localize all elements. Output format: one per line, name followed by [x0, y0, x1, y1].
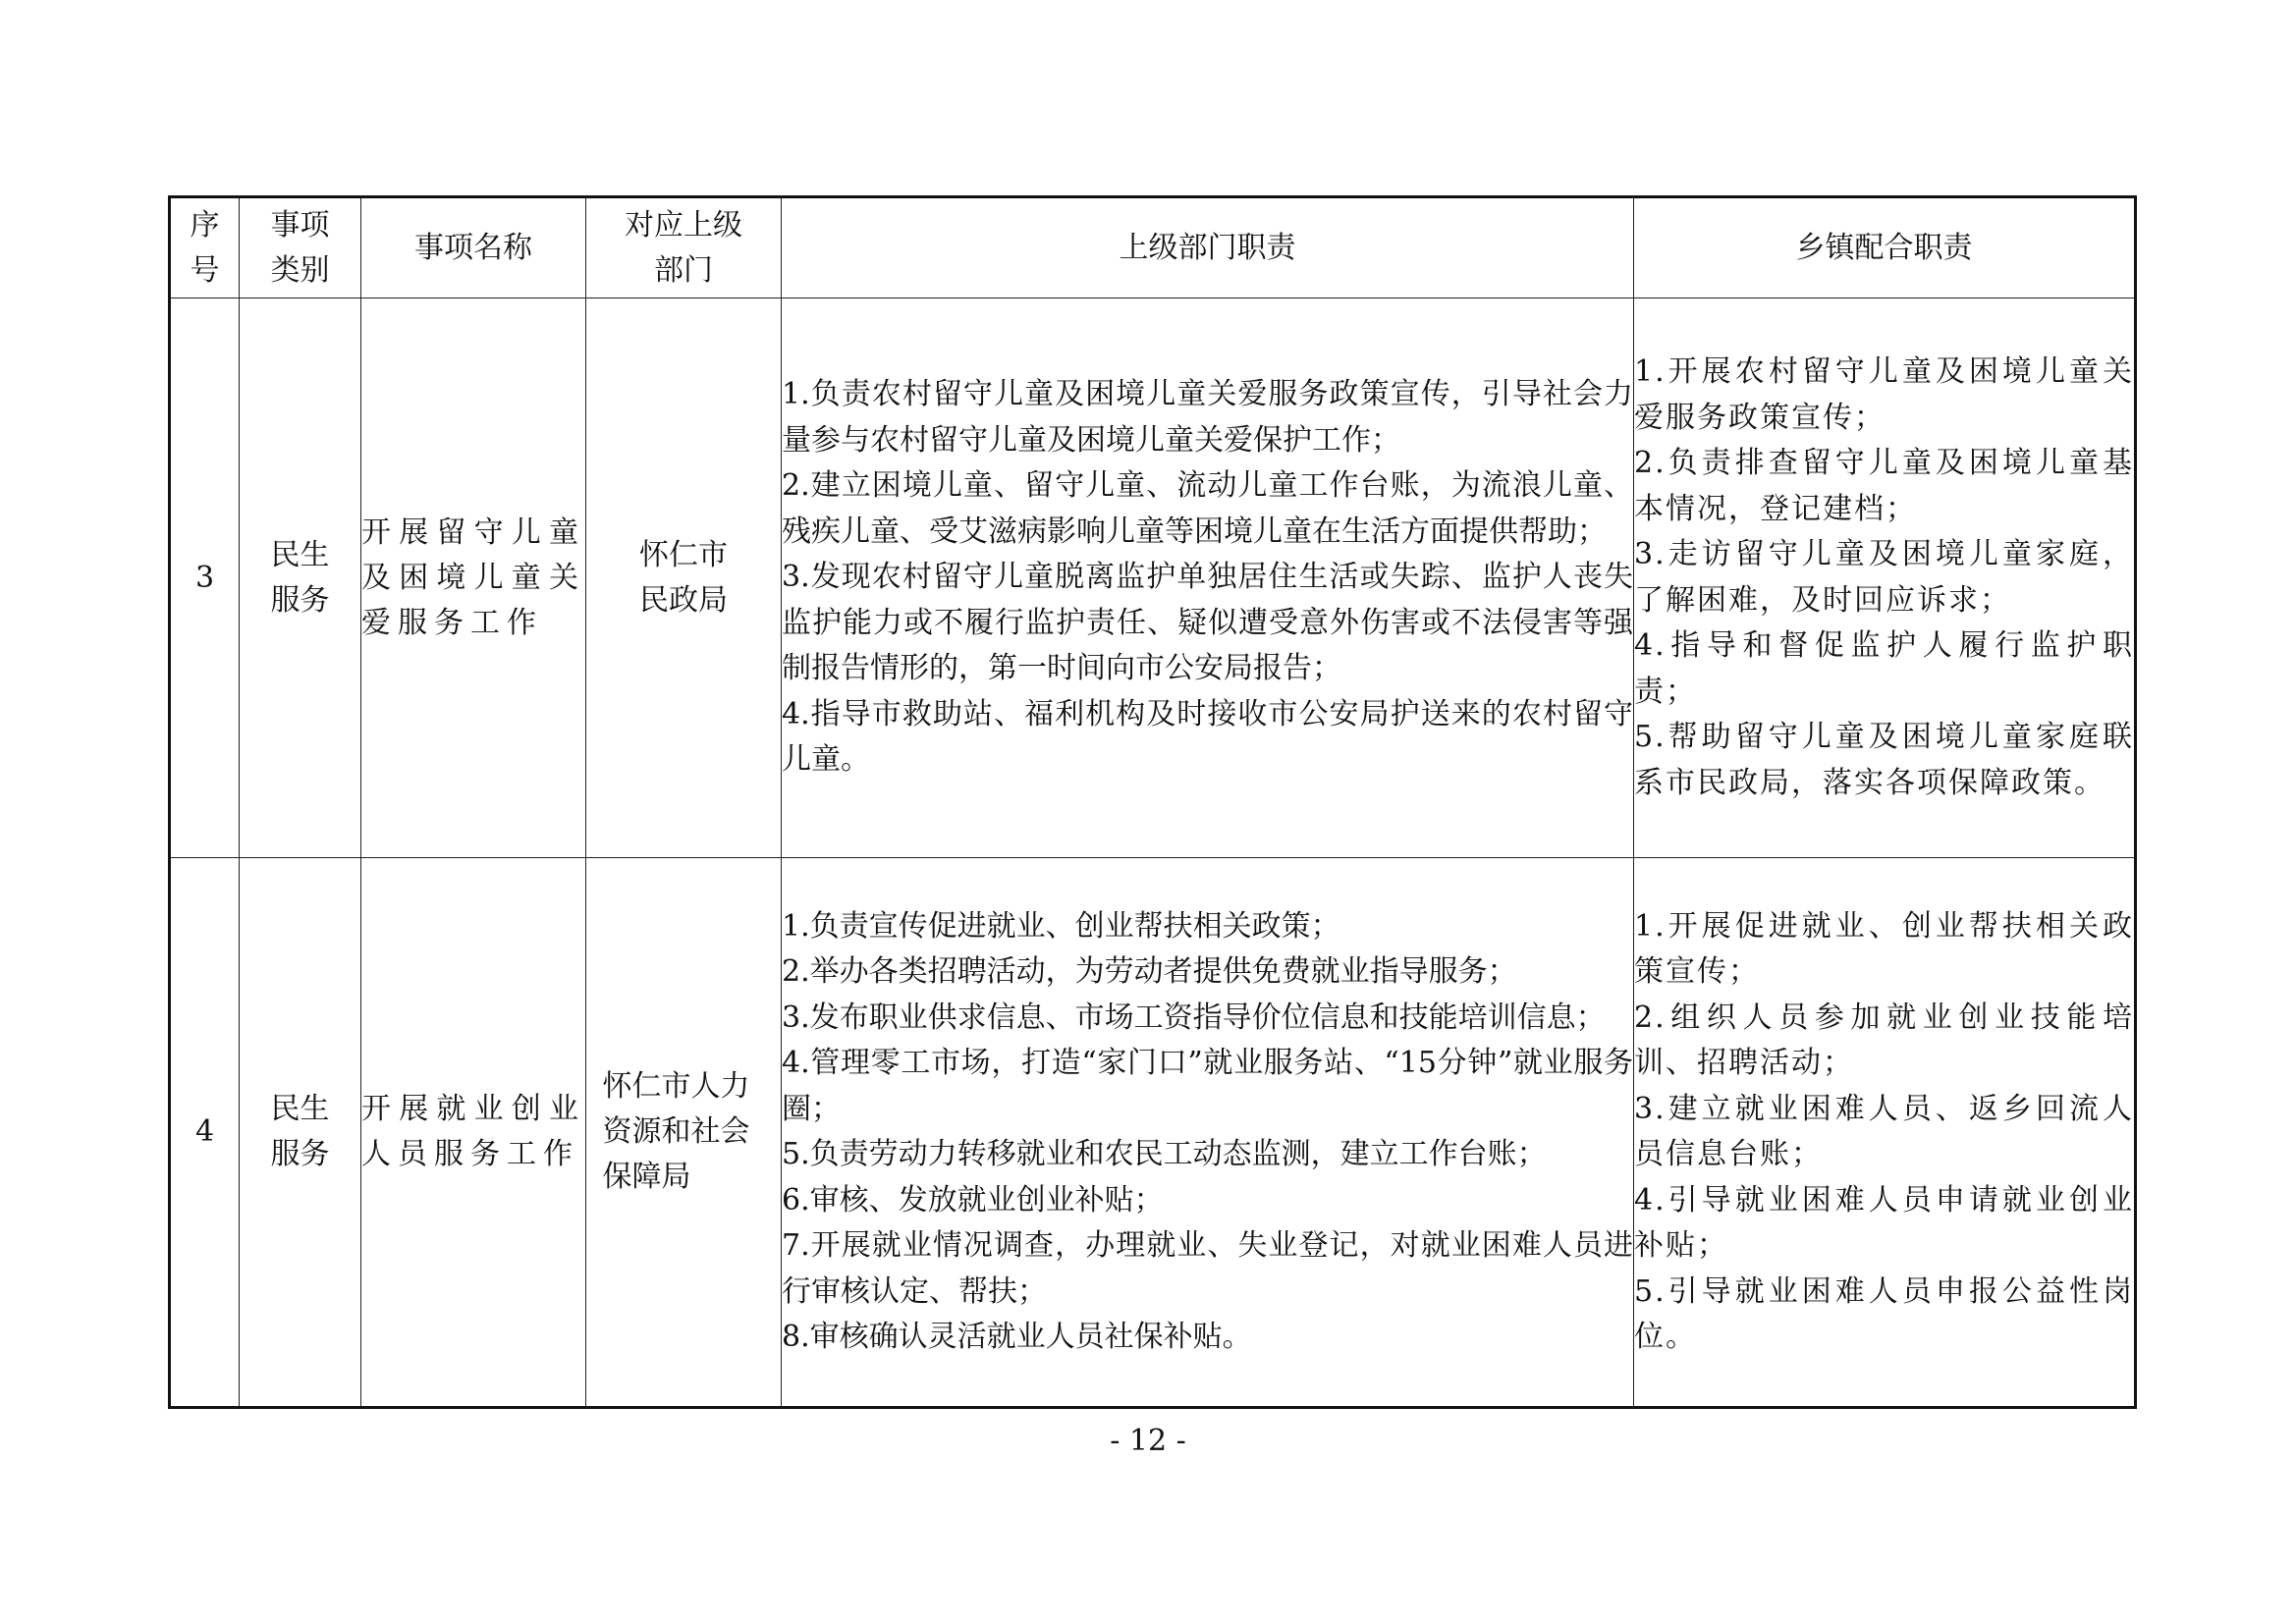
row-category: 民生服务 — [240, 298, 361, 858]
row-upper-duty — [782, 298, 1634, 858]
row-town-duty — [1634, 298, 2136, 858]
page-number: - 12 - — [1110, 1424, 1186, 1458]
duty-item: 1.开展促进就业、创业帮扶相关政策宣传； — [1634, 908, 2134, 989]
table-row — [170, 858, 2136, 1408]
row-dept: 怀仁市民政局 — [586, 298, 782, 858]
duty-item: 3.发现农村留守儿童脱离监护单独居住生活或失踪、监护人丧失监护能力或不履行监护责任、疑似遭受意外伤害或不法侵害等强制报告情形的，第一时间向市公安局报告； — [782, 560, 1633, 686]
header-name: 事项名称 — [361, 197, 586, 298]
row-dept: 怀仁市人力资源和社会保障局 — [586, 858, 782, 1408]
header-category: 事项类别 — [240, 197, 361, 298]
duty-item: 7.开展就业情况调查，办理就业、失业登记，对就业困难人员进行审核认定、帮扶； — [782, 1228, 1633, 1309]
row-item-name: 开展留守儿童及困境儿童关爱服务工作 — [361, 298, 586, 858]
row-item-name: 开展就业创业人员服务工作 — [361, 858, 586, 1408]
duty-item: 8.审核确认灵活就业人员社保补贴。 — [782, 1320, 1252, 1354]
table-row — [170, 298, 2136, 858]
row-town-duty — [1634, 858, 2136, 1408]
duty-item: 6.审核、发放就业创业补贴； — [782, 1182, 1164, 1217]
row-category: 民生服务 — [240, 858, 361, 1408]
duty-item: 4.引导就业困难人员申请就业创业补贴； — [1634, 1182, 2134, 1263]
row-seq: 4 — [170, 858, 240, 1408]
duty-item: 4.管理零工市场，打造“家门口”就业服务站、“15分钟”就业服务圈； — [782, 1046, 1633, 1126]
duty-item: 1.负责宣传促进就业、创业帮扶相关政策； — [782, 908, 1340, 944]
duty-item: 1.负责农村留守儿童及困境儿童关爱服务政策宣传，引导社会力量参与农村留守儿童及困境儿童关爱保护工作； — [782, 377, 1633, 458]
table-header-row — [170, 197, 2136, 298]
duty-item: 3.发布职业供求信息、市场工资指导价位信息和技能培训信息； — [782, 1000, 1606, 1035]
header-upper-duty: 上级部门职责 — [782, 197, 1634, 298]
duty-item: 2.负责排查留守儿童及困境儿童基本情况，登记建档； — [1634, 446, 2134, 526]
header-town-duty: 乡镇配合职责 — [1634, 197, 2136, 298]
duty-table — [168, 195, 2137, 1409]
duty-item: 5.负责劳动力转移就业和农民工动态监测，建立工作台账； — [782, 1137, 1547, 1171]
duty-item: 5.引导就业困难人员申报公益性岗位。 — [1634, 1273, 2134, 1354]
duty-item: 2.组织人员参加就业创业技能培训、招聘活动； — [1634, 1000, 2134, 1080]
duty-item: 3.走访留守儿童及困境儿童家庭，了解困难，及时回应诉求； — [1634, 537, 2134, 618]
row-seq: 3 — [170, 298, 240, 858]
duty-item: 2.建立困境儿童、留守儿童、流动儿童工作台账，为流浪儿童、残疾儿童、受艾滋病影响儿童等困境儿童在生活方面提供帮助； — [782, 468, 1633, 549]
row-upper-duty — [782, 858, 1634, 1408]
duty-item: 4.指导和督促监护人履行监护职责； — [1634, 628, 2134, 709]
duty-item: 2.举办各类招聘活动，为劳动者提供免费就业指导服务； — [782, 954, 1517, 989]
duty-item: 1.开展农村留守儿童及困境儿童关爱服务政策宣传； — [1634, 354, 2134, 435]
duty-item: 5.帮助留守儿童及困境儿童家庭联系市民政局，落实各项保障政策。 — [1634, 720, 2134, 800]
header-seq: 序号 — [170, 197, 240, 298]
duty-item: 3.建立就业困难人员、返乡回流人员信息台账； — [1634, 1091, 2134, 1171]
header-dept: 对应上级部门 — [586, 197, 782, 298]
duty-item: 4.指导市救助站、福利机构及时接收市公安局护送来的农村留守儿童。 — [782, 696, 1633, 778]
